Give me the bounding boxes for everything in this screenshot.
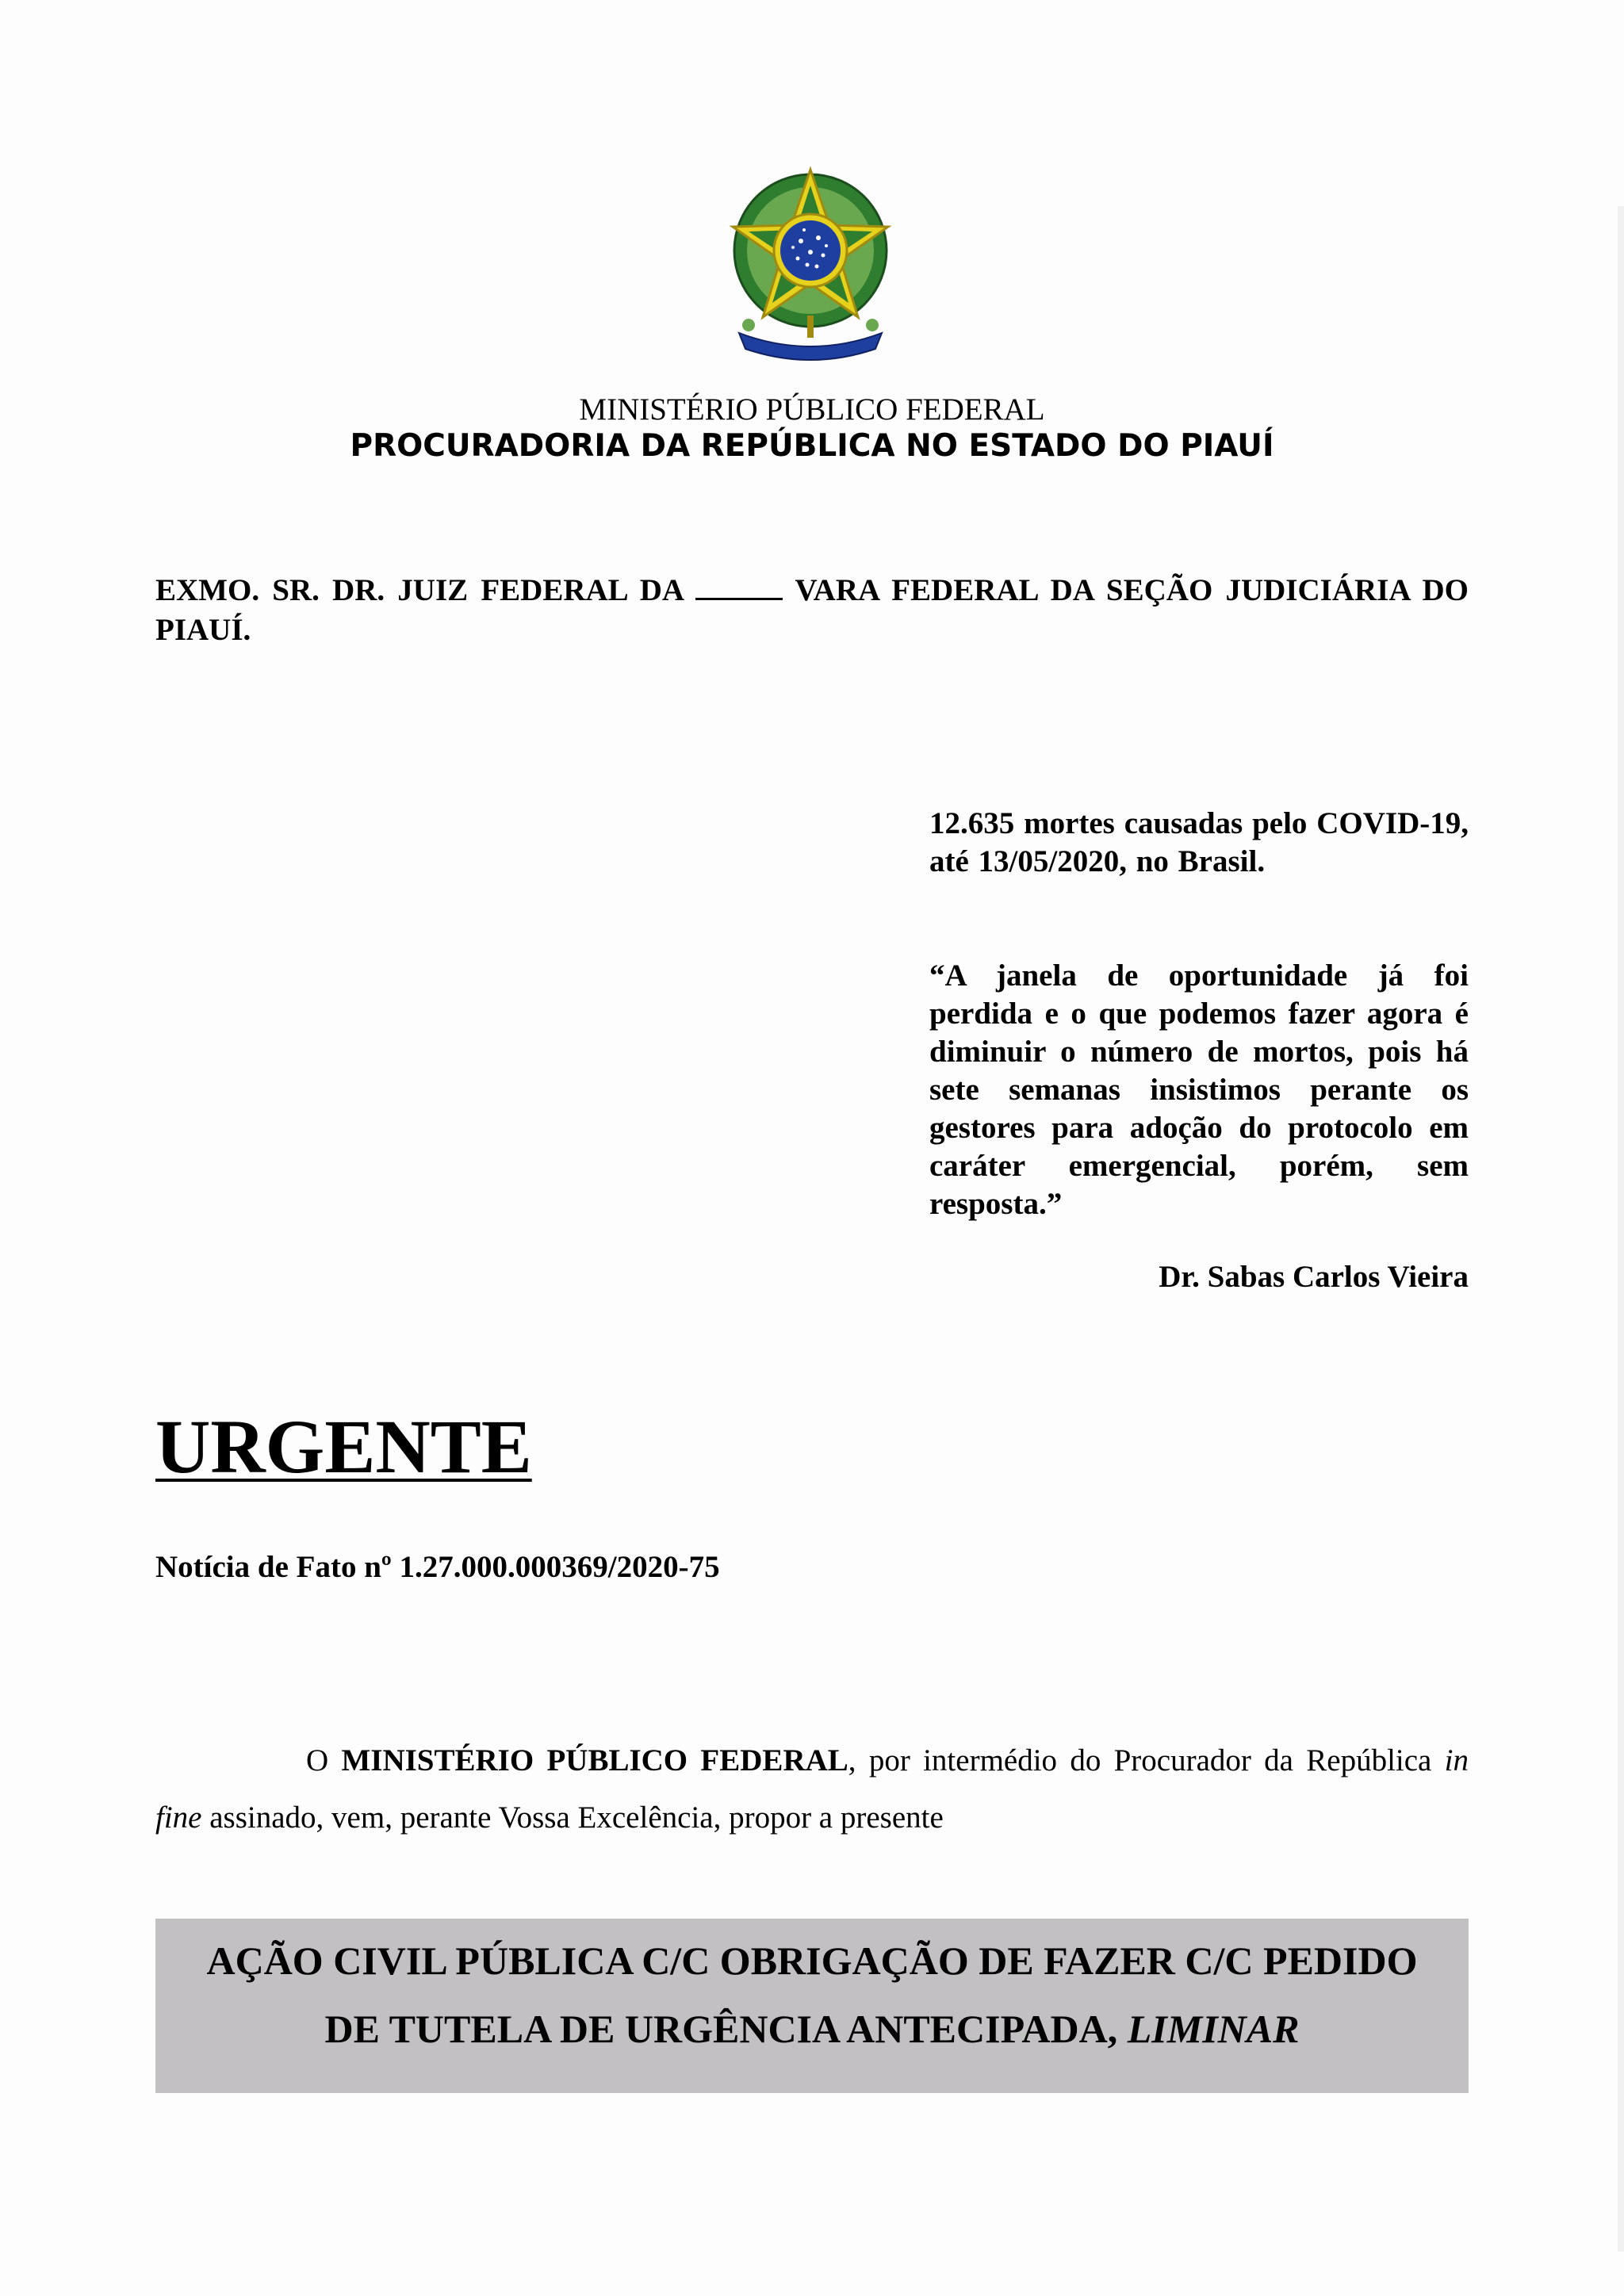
page-edge-shadow — [1618, 206, 1624, 2252]
epigraph-author: Dr. Sabas Carlos Vieira — [1159, 1260, 1469, 1294]
urgent-heading: URGENTE — [155, 1404, 532, 1489]
action-title-line1: AÇÃO CIVIL PÚBLICA C/C OBRIGAÇÃO DE FAZER C/C PEDIDO — [206, 1938, 1418, 1983]
address-part2: VARA FEDERAL DA SEÇÃO JUDICIÁRIA DO PIAUÍ. — [155, 573, 1469, 647]
body-in-fine: in fine — [155, 1743, 1469, 1835]
epigraph-quote: “A janela de oportunidade já foi perdida e o que podemos fazer agora é diminuir o número de mortos, pois há sete semanas insistimos perante os gestores para adoção do protocolo em caráter emergencial, porém, sem resposta.” — [929, 959, 1469, 1221]
organization-unit: PROCURADORIA DA REPÚBLICA NO ESTADO DO PIAUÍ — [350, 428, 1274, 464]
body-prefix: O — [306, 1743, 329, 1777]
action-title-line2-main: DE TUTELA DE URGÊNCIA ANTECIPADA, — [324, 2007, 1118, 2051]
body-entity: MINISTÉRIO PÚBLICO FEDERAL — [341, 1743, 848, 1777]
organization-name: MINISTÉRIO PÚBLICO FEDERAL — [579, 392, 1045, 427]
action-title-line2 — [155, 1995, 1469, 2063]
case-number: Notícia de Fato nº 1.27.000.000369/2020-75 — [155, 1550, 720, 1584]
action-title-liminar: LIMINAR — [1127, 2007, 1300, 2051]
blank-line — [695, 576, 783, 600]
action-title — [155, 1919, 1469, 2093]
address-part1: EXMO. SR. DR. JUIZ FEDERAL DA — [155, 573, 683, 607]
brazil-coat-of-arms-icon — [725, 165, 896, 363]
body-after-entity: , por intermédio do Procurador da República — [848, 1743, 1432, 1777]
epigraph-statistic: 12.635 mortes causadas pelo COVID-19, até 13/05/2020, no Brasil. — [929, 806, 1469, 878]
body-rest: assinado, vem, perante Vossa Excelência, propor a presente — [201, 1800, 944, 1835]
court-address — [155, 571, 1469, 650]
body-paragraph — [155, 1732, 1469, 1846]
